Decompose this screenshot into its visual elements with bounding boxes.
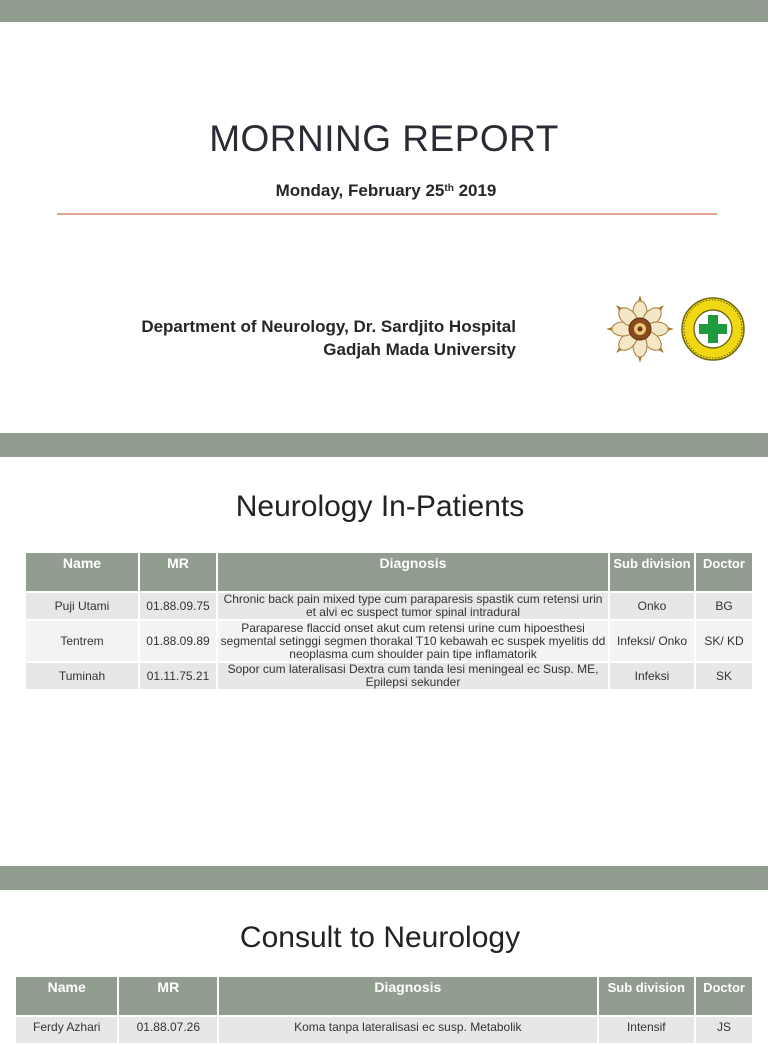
title-slide: [0, 22, 768, 433]
table-row: [26, 593, 752, 619]
title-underline: [57, 213, 717, 215]
divider-band-2: [0, 866, 768, 890]
inpatients-title: Neurology In-Patients: [235, 490, 525, 523]
date-suffix: th: [444, 183, 454, 194]
department-block: [60, 315, 516, 361]
report-title: MORNING REPORT: [209, 118, 559, 159]
patient-doctor: JS: [696, 1017, 752, 1043]
column-header-subdivision: Sub division: [599, 977, 695, 1015]
column-header-name: Name: [16, 977, 117, 1015]
patient-name: Ferdy Azhari: [16, 1017, 117, 1043]
patient-name: Tuminah: [26, 663, 138, 689]
patient-diagnosis: Koma tanpa lateralisasi ec susp. Metabolik: [219, 1017, 596, 1043]
department-line: Department of Neurology, Dr. Sardjito Hospital: [141, 317, 516, 336]
column-header-name: Name: [26, 553, 138, 591]
patient-subdivision: Onko: [610, 593, 694, 619]
university-emblem-icon: [607, 295, 673, 363]
consult-table: [14, 975, 754, 1045]
patient-subdivision: Infeksi/ Onko: [610, 621, 694, 661]
table-row: [16, 1017, 752, 1043]
patient-mr: 01.88.07.26: [119, 1017, 217, 1043]
patient-diagnosis: Chronic back pain mixed type cum paraparesis spastik cum retensi urin et alvi ec suspect tumor spinal intradural: [218, 593, 608, 619]
consult-title: Consult to Neurology: [239, 921, 521, 954]
patient-mr: 01.11.75.21: [140, 663, 216, 689]
hospital-emblem-icon: [681, 296, 745, 362]
table-row: [26, 621, 752, 661]
date-year: 2019: [453, 181, 497, 200]
patient-name: Puji Utami: [26, 593, 138, 619]
patient-diagnosis: Paraparese flaccid onset akut cum retensi urine cum hipoesthesi segmental setinggi segmen thorakal T10 kebawah ec suspek myelitis dd neoplasma cum shoulder pain tipe inflamatorik: [218, 621, 608, 661]
report-date: [0, 181, 772, 201]
patient-doctor: BG: [696, 593, 752, 619]
column-header-doctor: Doctor: [696, 553, 752, 591]
column-header-diagnosis: Diagnosis: [219, 977, 596, 1015]
patient-doctor: SK: [696, 663, 752, 689]
top-band: [0, 0, 768, 22]
column-header-subdivision: Sub division: [610, 553, 694, 591]
patient-subdivision: Intensif: [599, 1017, 695, 1043]
inpatients-table: [24, 551, 754, 691]
patient-subdivision: Infeksi: [610, 663, 694, 689]
patient-mr: 01.88.09.89: [140, 621, 216, 661]
patient-name: Tentrem: [26, 621, 138, 661]
university-line: Gadjah Mada University: [323, 340, 516, 359]
column-header-doctor: Doctor: [696, 977, 752, 1015]
table-row: [26, 663, 752, 689]
date-main: Monday, February 25: [275, 181, 445, 200]
column-header-diagnosis: Diagnosis: [218, 553, 608, 591]
patient-doctor: SK/ KD: [696, 621, 752, 661]
patient-diagnosis: Sopor cum lateralisasi Dextra cum tanda lesi meningeal ec Susp. ME, Epilepsi sekunder: [218, 663, 608, 689]
column-header-mr: MR: [140, 553, 216, 591]
divider-band-1: [0, 433, 768, 457]
patient-mr: 01.88.09.75: [140, 593, 216, 619]
column-header-mr: MR: [119, 977, 217, 1015]
